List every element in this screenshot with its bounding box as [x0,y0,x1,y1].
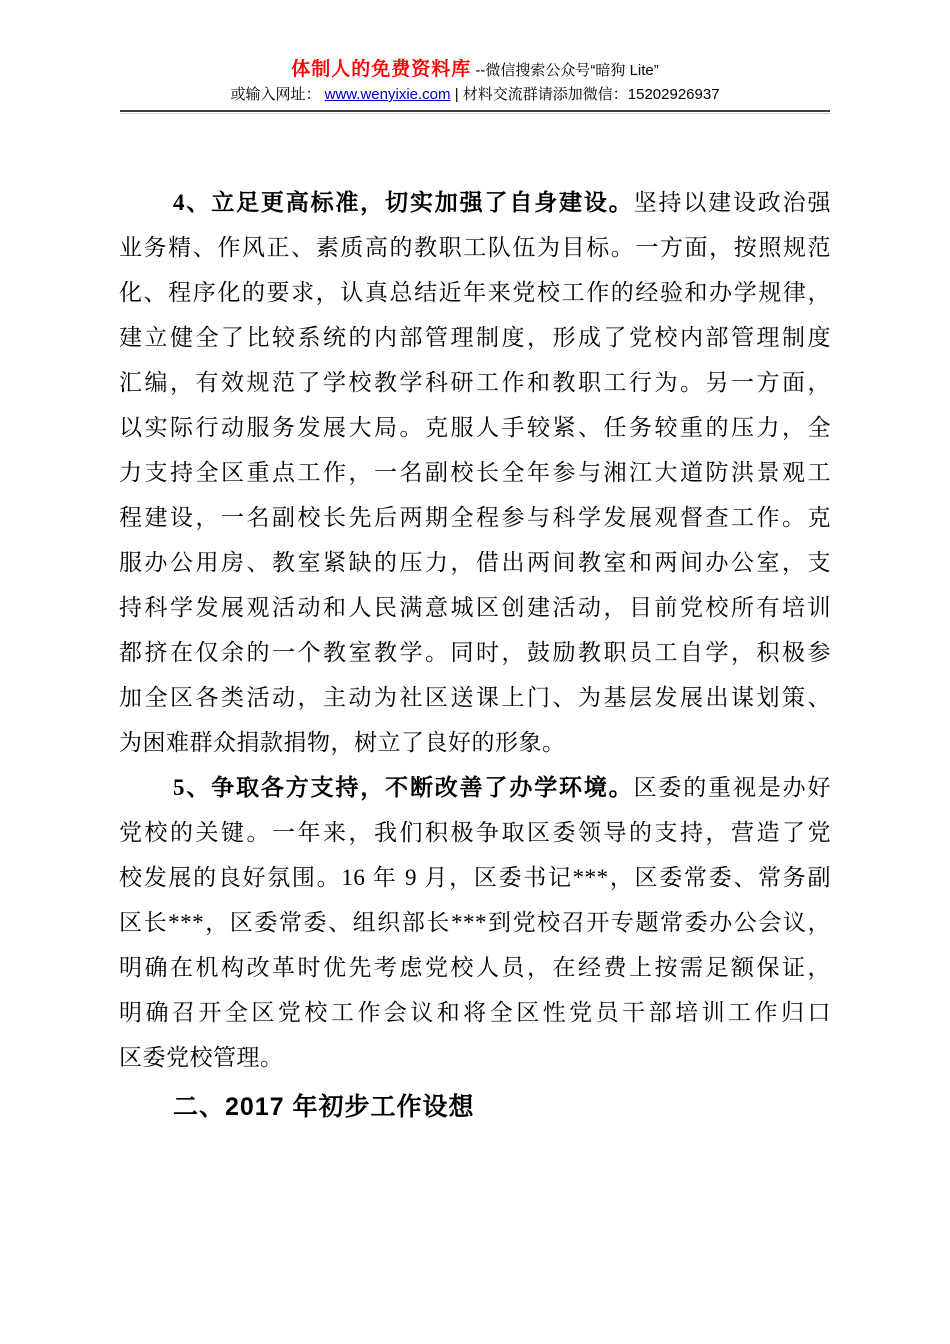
text-line [119,720,831,765]
line-text: 以实际行动服务发展大局。克服人手较紧、任务较重的压力，全 [119,415,831,440]
text-line [119,180,831,225]
header-separator: | [454,86,459,103]
line-text: 区委党校管理。 [119,1045,284,1070]
paragraphs-container [119,180,831,1080]
line-text: 坚持以建设政治强 [633,190,832,215]
line-text: 持科学发展观活动和人民满意城区创建活动，目前党校所有培训 [119,595,831,620]
line-text: 程建设，一名副校长先后两期全程参与科学发展观督查工作。克 [119,505,831,530]
line-text: 都挤在仅余的一个教室教学。同时，鼓励教职员工自学，积极参 [119,640,831,665]
line-text: 明确在机构改革时优先考虑党校人员，在经费上按需足额保证， [119,955,831,980]
header-brand: 体制人的免费资料库 [291,59,472,80]
text-line [119,990,831,1035]
text-line [119,450,831,495]
line-text: 业务精、作风正、素质高的教职工队伍为目标。一方面，按照规范 [119,235,831,260]
header-divider [120,110,830,114]
line-text: 区长***，区委常委、组织部长***到党校召开专题常委办公会议， [119,910,831,935]
document-body [119,180,831,1130]
header-line-1 [0,58,950,83]
line-text: 明确召开全区党校工作会议和将全区性党员干部培训工作归口 [119,1000,831,1025]
header-tagline: --微信搜索公众号“暗狗 Lite” [475,62,659,79]
text-line [119,495,831,540]
text-line [119,585,831,630]
line-text: 党校的关键。一年来，我们积极争取区委领导的支持，营造了党 [119,820,831,845]
bold-lead: 5、争取各方支持，不断改善了办学环境。 [173,775,634,800]
header-url-link[interactable]: www.wenyixie.com [324,86,451,103]
text-line [119,765,831,810]
text-line [119,540,831,585]
text-line [119,630,831,675]
text-line [119,675,831,720]
text-line [119,900,831,945]
line-text: 区委的重视是办好 [633,775,832,800]
line-text: 汇编，有效规范了学校教学科研工作和教职工行为。另一方面， [119,370,831,395]
text-line [119,360,831,405]
bold-lead: 4、立足更高标准，切实加强了自身建设。 [173,190,634,215]
header-contact: 材料交流群请添加微信：15202926937 [462,86,720,103]
text-line [119,855,831,900]
text-line [119,270,831,315]
section-heading: 二、2017 年初步工作设想 [173,1093,475,1121]
line-text: 力支持全区重点工作，一名副校长全年参与湘江大道防洪景观工 [119,460,831,485]
line-text: 校发展的良好氛围。16 年 9 月，区委书记***，区委常委、常务副 [119,865,831,890]
line-text: 为困难群众捐款捐物，树立了良好的形象。 [119,730,566,755]
header-url-prefix: 或输入网址： [230,86,321,103]
line-text: 加全区各类活动，主动为社区送课上门、为基层发展出谋划策、 [119,685,831,710]
text-line [119,1035,831,1080]
line-text: 服办公用房、教室紧缺的压力，借出两间教室和两间办公室，支 [119,550,831,575]
text-line [119,405,831,450]
header-line-2 [0,84,950,105]
text-line [119,810,831,855]
text-line [119,315,831,360]
line-text: 建立健全了比较系统的内部管理制度，形成了党校内部管理制度 [119,325,831,350]
line-text: 化、程序化的要求，认真总结近年来党校工作的经验和办学规律， [119,280,831,305]
page-header [0,0,950,114]
text-line [119,225,831,270]
text-line [119,945,831,990]
